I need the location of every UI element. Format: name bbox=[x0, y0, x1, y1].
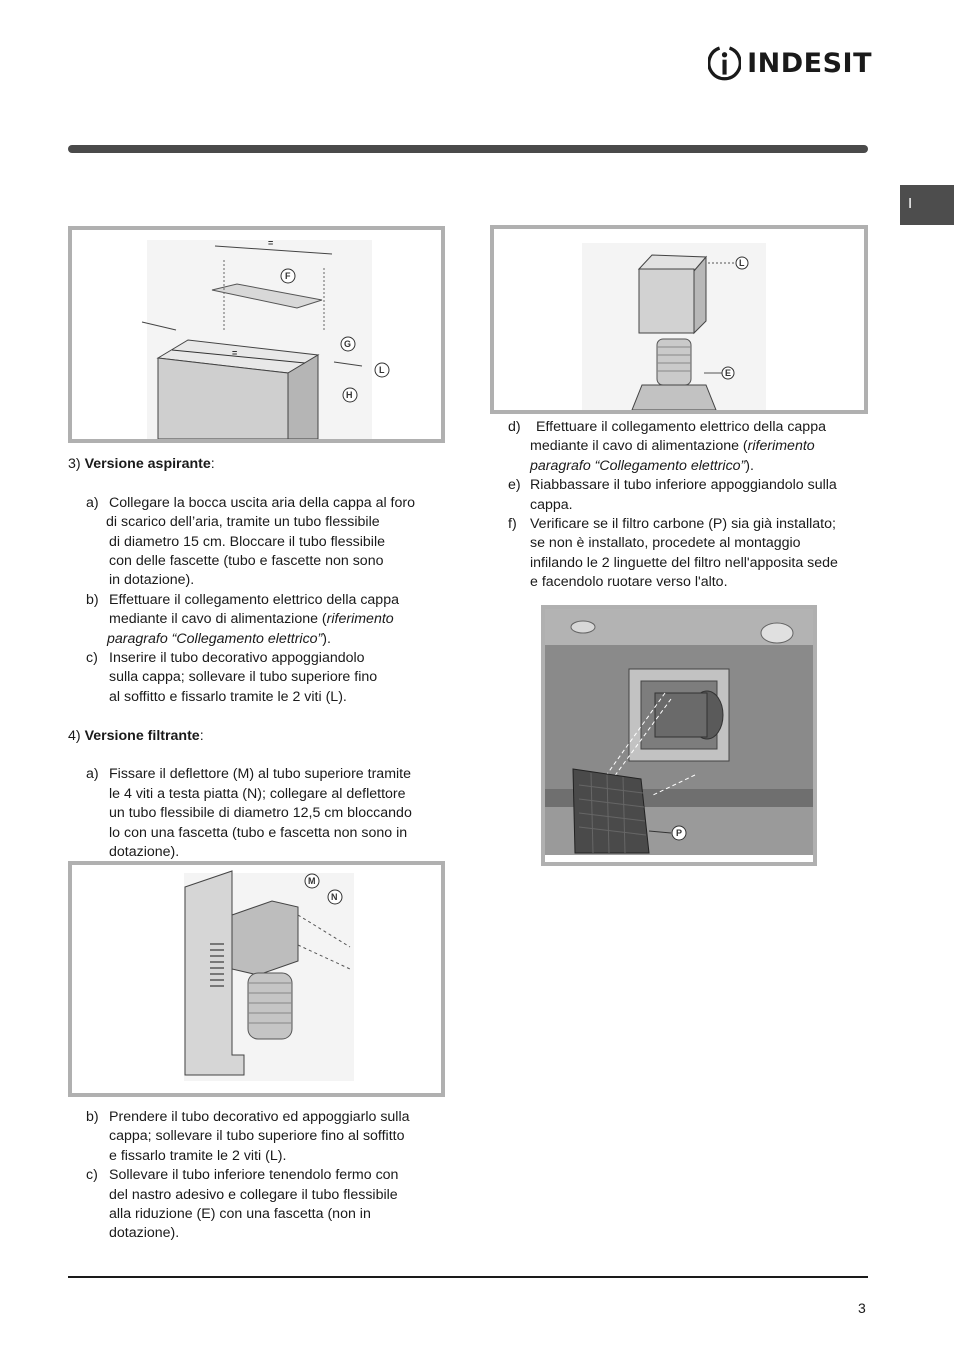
deflector-illustration bbox=[72, 865, 441, 1093]
language-tab bbox=[900, 185, 954, 225]
label-H: H bbox=[346, 390, 353, 400]
list-item-e: e) Riabbassare il tubo inferiore appoggiandolo sulla cappa. bbox=[508, 477, 837, 513]
dimension-label-2: = bbox=[232, 348, 238, 358]
list-item-4b: b) Prendere il tubo decorativo ed appoggiarlo sulla cappa; sollevare il tubo superiore fino al soffitto e fissarlo tramite le 2 viti (L). bbox=[86, 1109, 410, 1164]
label-N: N bbox=[331, 892, 338, 902]
list-item-3c: c) Inserire il tubo decorativo appoggiandolo sulla cappa; sollevare il tubo superiore fino al soffitto e fissarlo tramite le 2 viti (L). bbox=[86, 650, 378, 705]
section-4-continued-text bbox=[68, 1108, 448, 1244]
indesit-logo bbox=[708, 38, 872, 88]
list-item-4c: c) Sollevare il tubo inferiore tenendolo fermo con del nastro adesivo e collegare il tubo flessibile alla riduzione (E) con una fascetta (non in dotazione). bbox=[86, 1167, 399, 1242]
label-F: F bbox=[285, 271, 291, 281]
list-item-d: d) Effettuare il collegamento elettrico della cappa mediante il cavo di alimentazione (riferimento paragrafo “Collegamento elettrico”). bbox=[508, 419, 826, 474]
header-rule bbox=[68, 145, 868, 153]
section-4-title: Versione filtrante bbox=[84, 727, 200, 744]
label-L: L bbox=[379, 365, 385, 375]
footer-rule bbox=[68, 1276, 868, 1278]
chimney-pipe-illustration bbox=[494, 229, 864, 410]
label-E: E bbox=[725, 368, 732, 378]
page-number: 3 bbox=[858, 1300, 866, 1316]
list-item-4a: a) Fissare il deflettore (M) al tubo superiore tramite le 4 viti a testa piatta (N); collegare al deflettore un tubo flessibile di diametro 12,5 cm bloccando lo con una fascetta (tubo e fascetta non sono in dotazione). bbox=[86, 766, 412, 861]
chimney-assembly-illustration bbox=[72, 230, 441, 439]
figure-deflector bbox=[68, 861, 445, 1097]
label-G: G bbox=[344, 339, 352, 349]
figure-chimney-assembly bbox=[68, 226, 445, 443]
section-3-heading: 3) Versione aspirante: bbox=[68, 456, 215, 472]
figure-carbon-filter bbox=[541, 605, 817, 866]
label-P: P bbox=[676, 828, 683, 838]
indesit-logo-icon bbox=[708, 41, 741, 85]
logo-text: INDESIT bbox=[747, 47, 872, 79]
label-L-fig2: L bbox=[739, 258, 745, 268]
carbon-filter-illustration bbox=[545, 609, 813, 862]
list-item-3a: a) Collegare la bocca uscita aria della cappa al foro di scarico dell’aria, tramite un tubo flessibile di diametro 15 cm. Bloccare il tubo flessibile con delle fascette (tubo e fascette non sono in dotazione). bbox=[86, 494, 416, 589]
list-item-f: f) Verificare se il filtro carbone (P) sia già installato; se non è installato, procedete al montaggio infilando le 2 linguette del filtro nell'apposita sede e facendolo ruotare verso l'alto. bbox=[508, 516, 838, 591]
right-column-text bbox=[490, 418, 870, 593]
section-4-heading: 4) Versione filtrante: bbox=[68, 727, 204, 744]
section-3-text bbox=[68, 455, 448, 862]
language-tab-label: I bbox=[908, 195, 913, 212]
label-M: M bbox=[308, 876, 316, 886]
dimension-label: = bbox=[268, 238, 274, 248]
section-3-title: Versione aspirante bbox=[84, 456, 211, 472]
figure-chimney-pipe bbox=[490, 225, 868, 414]
list-item-3b: b) Effettuare il collegamento elettrico della cappa mediante il cavo di alimentazione (riferimento paragrafo “Collegamento elettrico”). bbox=[86, 591, 399, 647]
